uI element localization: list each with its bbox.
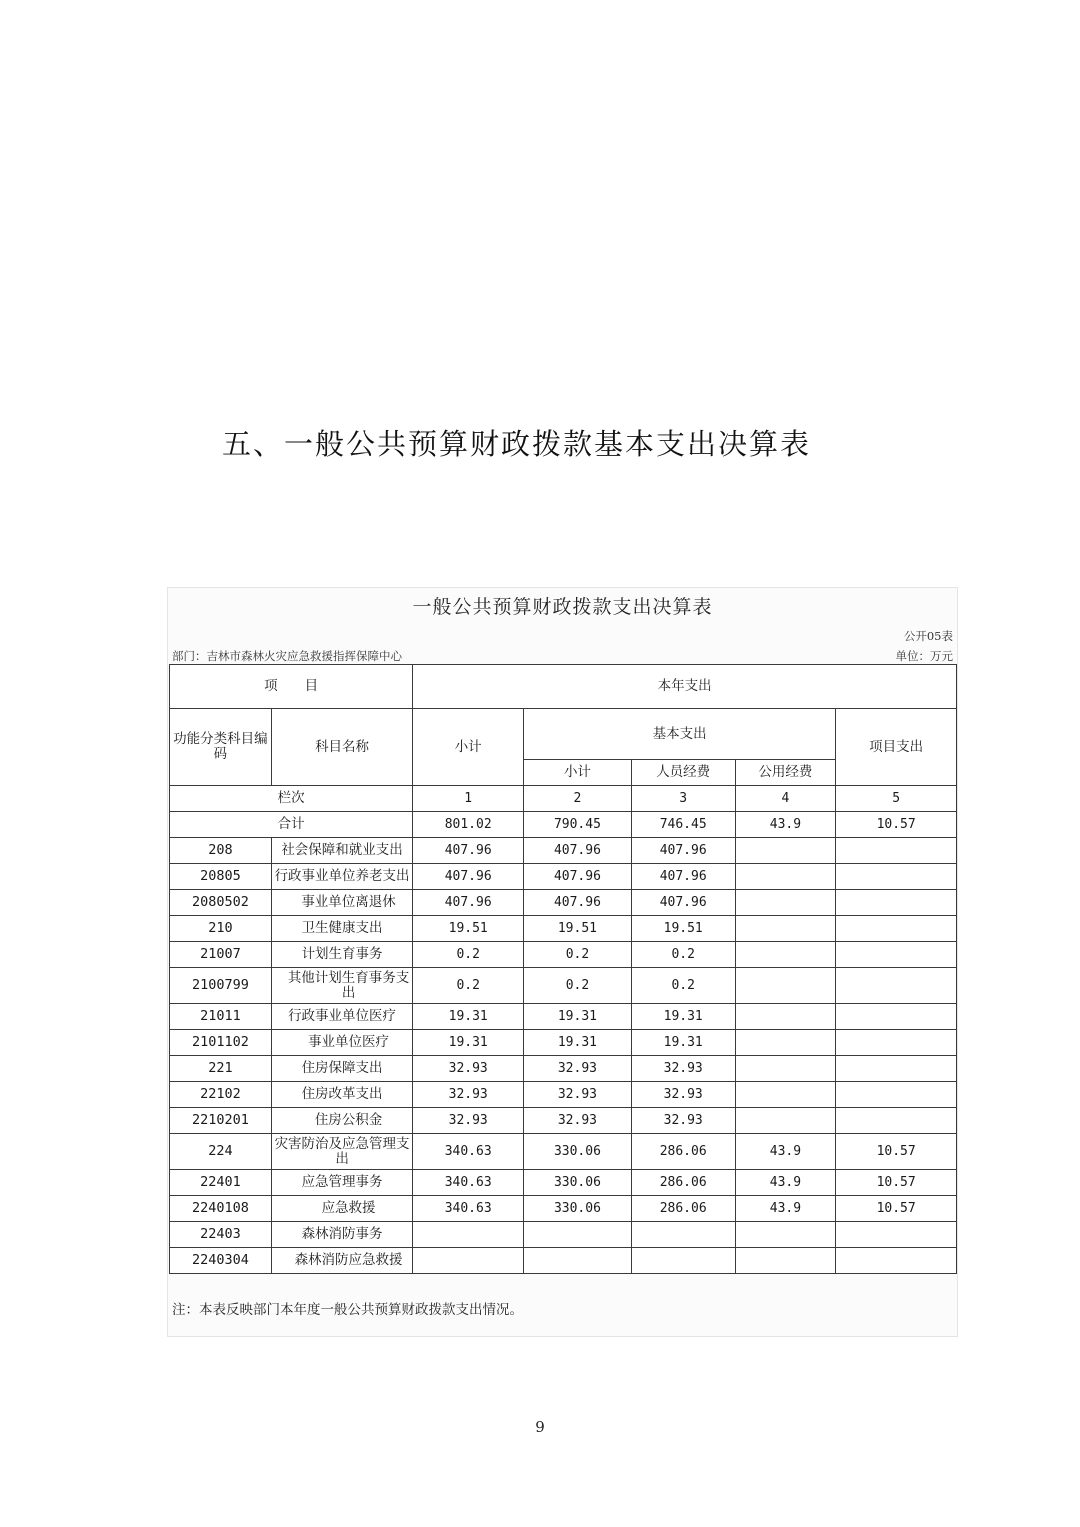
row-public-funds [735,838,836,864]
row-subtotal: 0.2 [413,942,524,968]
row-subtotal: 32.93 [413,1082,524,1108]
row-subtotal: 19.51 [413,916,524,942]
row-project: 10.57 [836,1170,957,1196]
row-subtotal: 407.96 [413,864,524,890]
row-subject-name: 行政事业单位养老支出 [271,864,413,890]
row-code: 2240304 [170,1248,272,1274]
row-subtotal: 340.63 [413,1170,524,1196]
row-subtotal: 32.93 [413,1056,524,1082]
row-code: 208 [170,838,272,864]
table-row [170,1030,957,1056]
column-number-label: 栏次 [170,786,413,812]
table-row [170,1134,957,1170]
row-project [836,1004,957,1030]
row-basic-subtotal: 330.06 [524,1134,632,1170]
total-personnel: 746.45 [631,812,735,838]
row-code: 20805 [170,864,272,890]
row-public-funds [735,1108,836,1134]
row-basic-subtotal: 32.93 [524,1108,632,1134]
row-project: 10.57 [836,1196,957,1222]
row-project [836,942,957,968]
row-basic-subtotal: 407.96 [524,890,632,916]
report-table-container [167,587,958,1337]
table-row [170,1248,957,1274]
col-number: 5 [836,786,957,812]
row-subject-name: 灾害防治及应急管理支出 [271,1134,413,1170]
header-subtotal: 小计 [413,709,524,786]
row-project: 10.57 [836,1134,957,1170]
row-subtotal: 407.96 [413,890,524,916]
row-project [836,1108,957,1134]
row-basic-subtotal: 330.06 [524,1170,632,1196]
table-row [170,1056,957,1082]
row-personnel: 19.31 [631,1004,735,1030]
row-basic-subtotal: 32.93 [524,1082,632,1108]
table-row [170,1108,957,1134]
row-public-funds [735,890,836,916]
row-public-funds [735,968,836,1004]
col-number: 2 [524,786,632,812]
header-row-2 [170,709,957,760]
row-subject-name: 森林消防事务 [271,1222,413,1248]
row-subtotal: 340.63 [413,1134,524,1170]
row-public-funds: 43.9 [735,1134,836,1170]
row-subject-name: 森林消防应急救援 [271,1248,413,1274]
row-subject-name: 卫生健康支出 [271,916,413,942]
row-code: 2101102 [170,1030,272,1056]
row-project [836,1030,957,1056]
row-personnel: 32.93 [631,1108,735,1134]
row-code: 221 [170,1056,272,1082]
department-label: 部门：吉林市森林火灾应急救援指挥保障中心 [172,649,402,663]
row-public-funds [735,1222,836,1248]
row-subtotal: 32.93 [413,1108,524,1134]
total-subtotal: 801.02 [413,812,524,838]
row-subtotal [413,1248,524,1274]
row-personnel: 286.06 [631,1196,735,1222]
header-public-funds: 公用经费 [735,760,836,786]
row-personnel: 407.96 [631,890,735,916]
row-subject-name: 行政事业单位医疗 [271,1004,413,1030]
row-code: 2100799 [170,968,272,1004]
header-subject-name: 科目名称 [271,709,413,786]
expense-table [169,664,957,1274]
header-basic-expense: 基本支出 [524,709,836,760]
row-personnel: 286.06 [631,1134,735,1170]
row-project [836,968,957,1004]
row-code: 22403 [170,1222,272,1248]
table-row [170,1222,957,1248]
row-code: 2240108 [170,1196,272,1222]
row-personnel: 407.96 [631,864,735,890]
header-personnel: 人员经费 [631,760,735,786]
row-code: 22401 [170,1170,272,1196]
row-subject-name: 应急救援 [271,1196,413,1222]
row-code: 21011 [170,1004,272,1030]
col-number: 4 [735,786,836,812]
total-basic-subtotal: 790.45 [524,812,632,838]
row-personnel: 407.96 [631,838,735,864]
table-row [170,1196,957,1222]
unit-label: 单位：万元 [895,649,953,663]
total-project: 10.57 [836,812,957,838]
row-basic-subtotal: 19.51 [524,916,632,942]
row-project [836,1222,957,1248]
row-public-funds [735,1082,836,1108]
row-basic-subtotal: 407.96 [524,838,632,864]
header-func-code: 功能分类科目编码 [170,709,272,786]
col-number: 1 [413,786,524,812]
row-basic-subtotal: 330.06 [524,1196,632,1222]
row-public-funds [735,864,836,890]
row-project [836,890,957,916]
row-personnel: 19.31 [631,1030,735,1056]
row-personnel: 19.51 [631,916,735,942]
row-personnel: 32.93 [631,1082,735,1108]
section-title: 五、一般公共预算财政拨款基本支出决算表 [222,427,812,461]
row-subject-name: 社会保障和就业支出 [271,838,413,864]
row-public-funds [735,1030,836,1056]
row-project [836,864,957,890]
row-basic-subtotal: 0.2 [524,968,632,1004]
header-project-expense: 项目支出 [836,709,957,786]
row-project [836,1248,957,1274]
table-row [170,1004,957,1030]
row-basic-subtotal: 19.31 [524,1030,632,1056]
row-public-funds: 43.9 [735,1170,836,1196]
header-basic-subtotal: 小计 [524,760,632,786]
table-row [170,838,957,864]
row-subtotal: 19.31 [413,1004,524,1030]
row-project [836,916,957,942]
row-code: 224 [170,1134,272,1170]
header-item: 项 目 [170,665,413,709]
row-subtotal: 0.2 [413,968,524,1004]
row-basic-subtotal: 19.31 [524,1004,632,1030]
column-number-row [170,786,957,812]
row-project [836,838,957,864]
row-subject-name: 住房保障支出 [271,1056,413,1082]
row-code: 2210201 [170,1108,272,1134]
header-row-1 [170,665,957,709]
table-note: 注：本表反映部门本年度一般公共预算财政拨款支出情况。 [172,1302,523,1318]
row-subject-name: 事业单位医疗 [271,1030,413,1056]
table-row [170,916,957,942]
row-basic-subtotal: 0.2 [524,942,632,968]
row-personnel [631,1222,735,1248]
row-code: 2080502 [170,890,272,916]
row-subject-name: 住房改革支出 [271,1082,413,1108]
row-public-funds [735,1248,836,1274]
row-code: 22102 [170,1082,272,1108]
total-public-funds: 43.9 [735,812,836,838]
row-code: 210 [170,916,272,942]
table-row [170,1170,957,1196]
row-subject-name: 事业单位离退休 [271,890,413,916]
row-basic-subtotal: 407.96 [524,864,632,890]
row-subject-name: 住房公积金 [271,1108,413,1134]
total-row [170,812,957,838]
row-subject-name: 其他计划生育事务支出 [271,968,413,1004]
row-subtotal: 407.96 [413,838,524,864]
table-row [170,1082,957,1108]
row-project [836,1082,957,1108]
row-personnel [631,1248,735,1274]
row-basic-subtotal [524,1248,632,1274]
table-title: 一般公共预算财政拨款支出决算表 [412,596,713,618]
row-subject-name: 应急管理事务 [271,1170,413,1196]
table-row [170,968,957,1004]
row-public-funds [735,1056,836,1082]
row-subtotal [413,1222,524,1248]
row-subject-name: 计划生育事务 [271,942,413,968]
table-row [170,890,957,916]
row-subtotal: 19.31 [413,1030,524,1056]
row-basic-subtotal [524,1222,632,1248]
total-label: 合计 [170,812,413,838]
table-row [170,942,957,968]
row-public-funds [735,1004,836,1030]
row-personnel: 286.06 [631,1170,735,1196]
row-project [836,1056,957,1082]
row-personnel: 32.93 [631,1056,735,1082]
row-public-funds [735,942,836,968]
header-current-year-expense: 本年支出 [413,665,957,709]
row-subtotal: 340.63 [413,1196,524,1222]
table-row [170,864,957,890]
row-personnel: 0.2 [631,942,735,968]
row-public-funds [735,916,836,942]
row-public-funds: 43.9 [735,1196,836,1222]
form-number: 公开05表 [903,629,953,643]
row-code: 21007 [170,942,272,968]
row-personnel: 0.2 [631,968,735,1004]
col-number: 3 [631,786,735,812]
page-number: 9 [535,1418,545,1436]
row-basic-subtotal: 32.93 [524,1056,632,1082]
